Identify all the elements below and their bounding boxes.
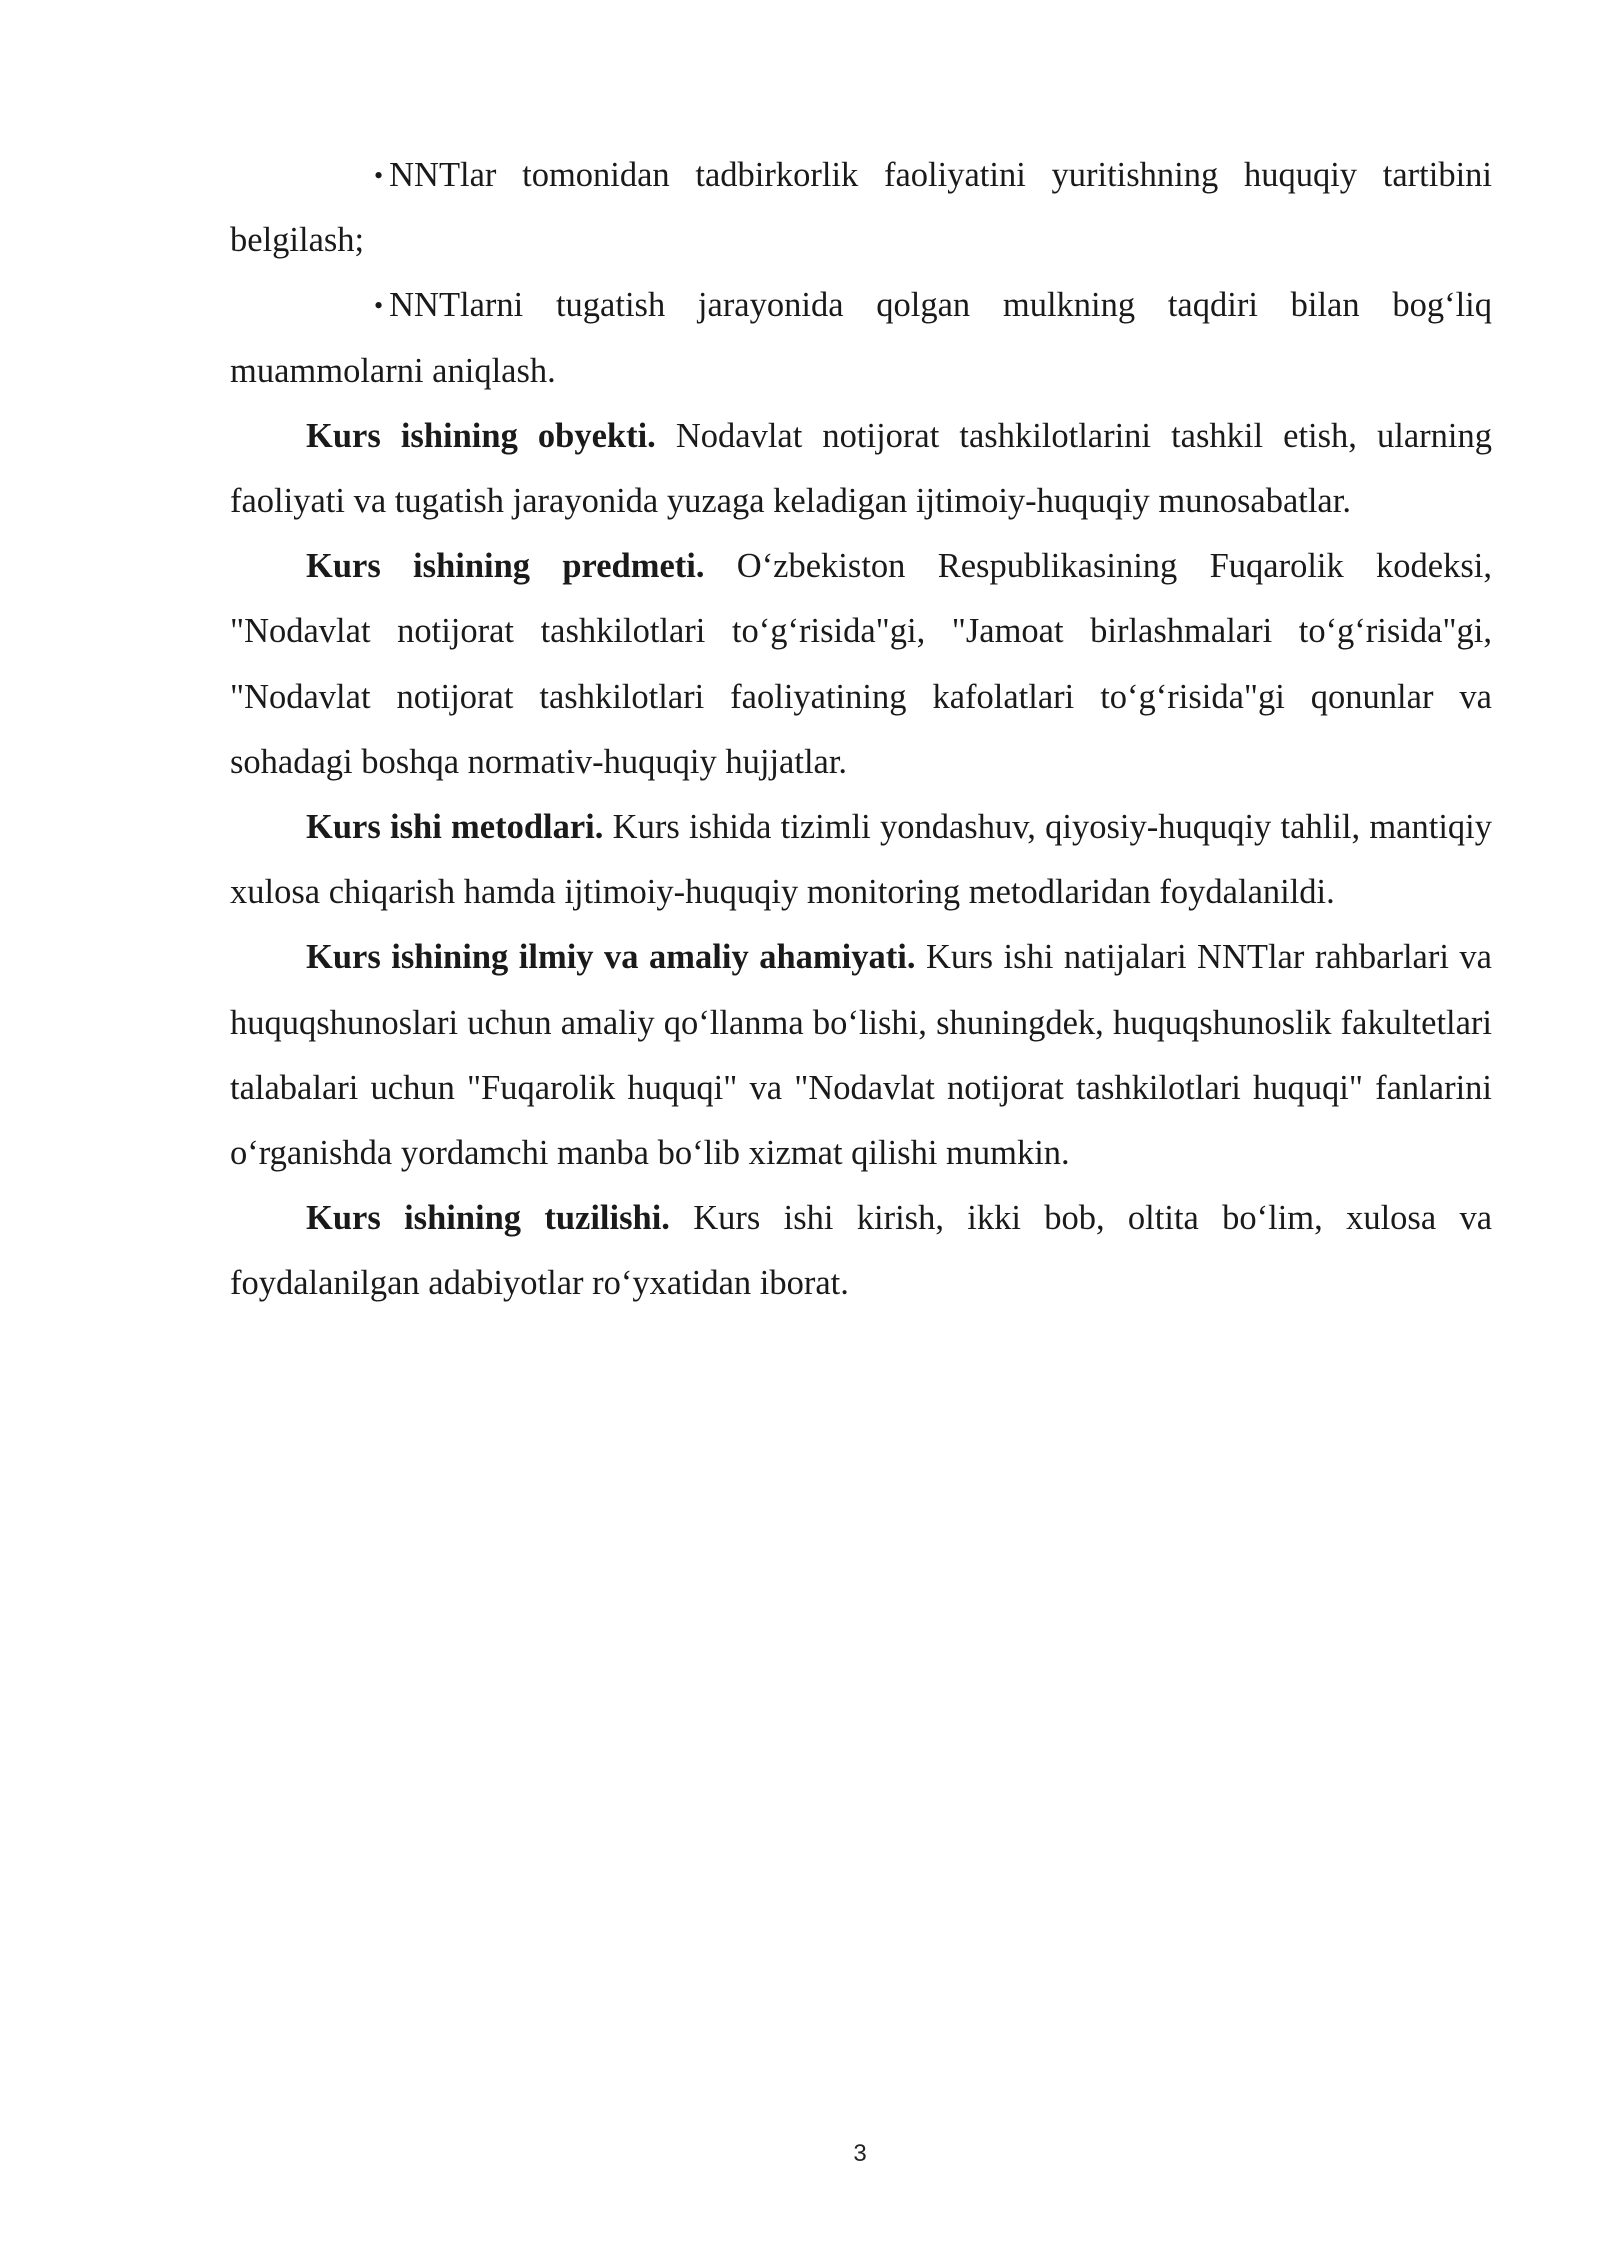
section-subject [230,534,1492,795]
section-structure [230,1186,1492,1316]
bullet-item-1 [230,143,1492,273]
section-heading: Kurs ishining ilmiy va amaliy ahamiyati. [306,938,916,977]
section-heading: Kurs ishining tuzilishi. [306,1199,670,1238]
page-number: 3 [853,2140,867,2167]
document-body [230,143,1492,1317]
section-text: Kurs ishi kirish, ikki bob, oltita bo‘lim, xulosa va foydalanilgan adabiyotlar ro‘yxatidan iborat. [230,1199,1493,1303]
section-heading: Kurs ishining predmeti. [306,547,705,586]
section-heading: Kurs ishining obyekti. [306,416,656,455]
section-text: O‘zbekiston Respublikasining Fuqarolik kodeksi, "Nodavlat notijorat tashkilotlari to‘g‘risida"gi, "Jamoat birlashmalari to‘g‘risida"gi, "Nodavlat notijorat tashkilotlari faoliyatining kafolatlari to‘g‘risida"gi qonunlar va sohadagi boshqa normativ-huquqiy hujjatlar. [230,547,1492,781]
section-text: Kurs ishida tizimli yondashuv, qiyosiy-huquqiy tahlil, mantiqiy xulosa chiqarish hamda ijtimoiy-huquqiy monitoring metodlaridan foydalanildi. [230,808,1492,912]
bullet-text: NNTlar tomonidan tadbirkorlik faoliyatini yuritishning huquqiy tartibini belgilash; [230,156,1492,260]
section-text: Kurs ishi natijalari NNTlar rahbarlari va huquqshunoslari uchun amaliy qo‘llanma bo‘lishi, shuningdek, huquqshunoslik fakultetlari talabalari uchun "Fuqarolik huquqi" va "Nodavlat notijorat tashkilotlari huquqi" fanlarini o‘rganishda yordamchi manba bo‘lib xizmat qilishi mumkin. [230,938,1492,1173]
bullet-marker: • [374,161,384,190]
bullet-item-2 [230,273,1492,403]
section-object [230,404,1492,534]
section-significance [230,925,1492,1186]
bullet-text: NNTlarni tugatish jarayonida qolgan mulkning taqdiri bilan bog‘liq muammolarni aniqlash. [230,286,1492,390]
section-heading: Kurs ishi metodlari. [306,808,604,847]
bullet-marker: • [374,291,384,321]
section-methods [230,795,1492,925]
section-text: Nodavlat notijorat tashkilotlarini tashkil etish, ularning faoliyati va tugatish jarayonida yuzaga keladigan ijtimoiy-huquqiy munosabatlar. [230,416,1492,521]
